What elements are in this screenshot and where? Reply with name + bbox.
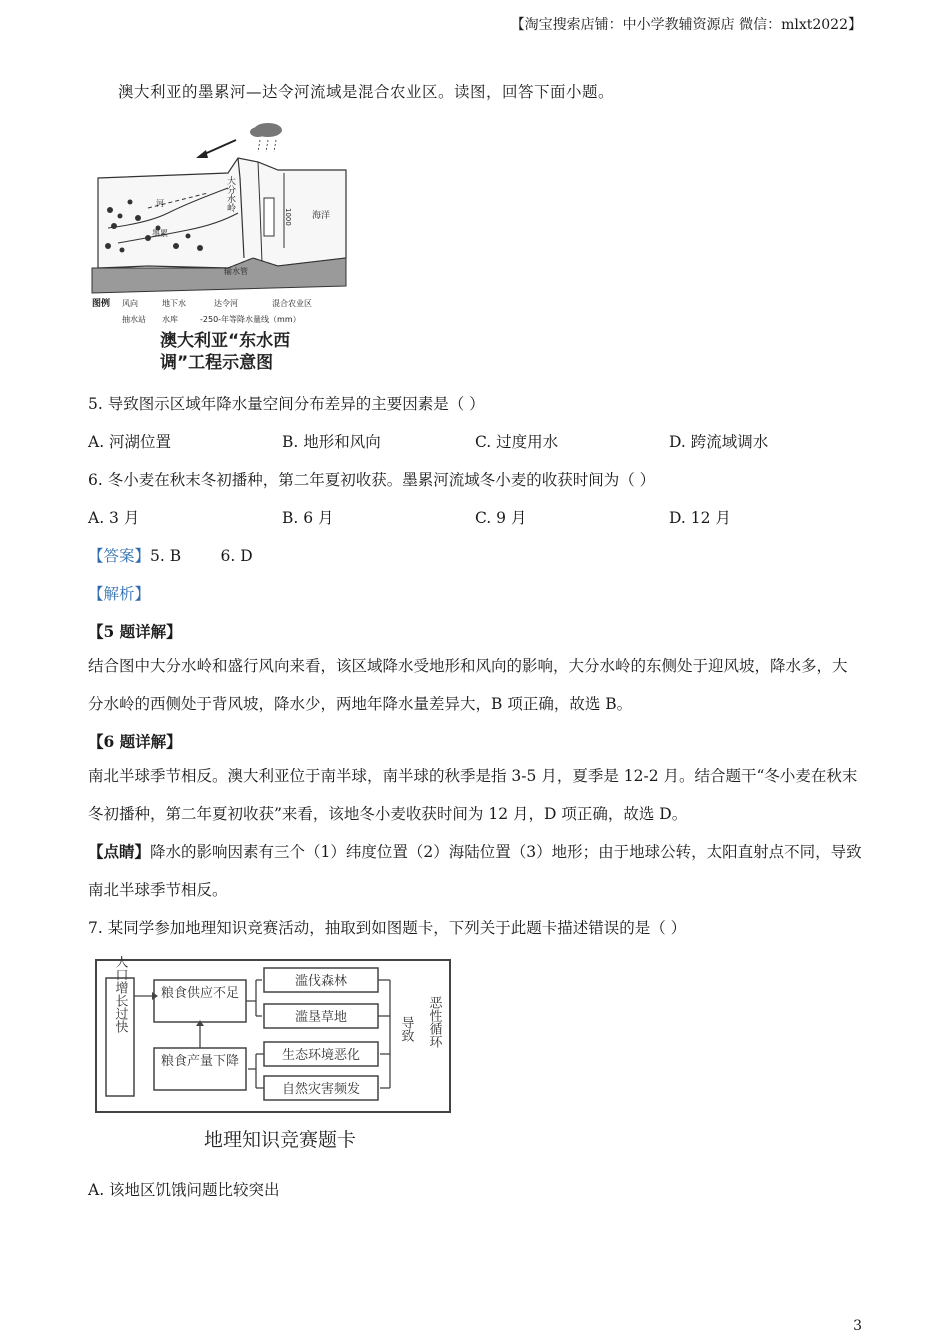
figure1-caption-line1: 澳大利亚“东水西 [160,331,291,351]
overgrazing-label: 滥垦草地 [294,1010,348,1025]
tip-paragraph [88,833,862,909]
food-short-label: 粮食供应不足 [160,986,240,1001]
figure1-caption-line2: 调”工程示意图 [160,353,274,373]
legend-isohyet: -250-年等降水量线（mm） [200,315,301,324]
quiz-card-caption: 地理知识竞赛题卡 [204,1129,357,1151]
legend-reservoir: 水库 [162,315,178,324]
answer-text: 5. B 6. D [150,547,253,565]
ocean-label: 海洋 [312,211,331,221]
murray-label: 墨累 [152,229,168,238]
q6-option-d: D. 12 月 [669,509,731,527]
q6-option-c: C. 9 月 [475,509,527,527]
q6-option-a: A. 3 月 [88,509,140,527]
legend-ground: 地下水 [162,299,186,308]
answer-tag: 【答案】 [88,547,151,565]
divide-label: 大分水岭 [225,176,235,212]
q6-option-b: B. 6 月 [282,509,334,527]
deforestation-label: 滥伐森林 [294,974,348,989]
water-transfer-diagram [88,118,354,376]
river-label: 河 [156,199,164,208]
q5-option-a: A. 河湖位置 [88,433,172,451]
tunnel-label: 输水管 [224,267,248,276]
tip-tag: 【点睛】 [88,842,151,861]
wind-arrow-icon [196,140,236,158]
contour-label: 1000 [284,208,292,226]
q6-stem: 6. 冬小麦在秋末冬初播种，第二年夏初收获。墨累河流域冬小麦的收获时间为（ ） [88,471,656,489]
detail6-title: 【6 题详解】 [88,732,182,751]
detail6-body: 南北半球季节相反。澳大利亚位于南半球，南半球的秋季是指 3-5 月，夏季是 12-2 月。结合题干“冬小麦在秋末冬初播种，第二年夏初收获”来看，该地冬小麦收获时间为 12 月，D 项正确，故选 D。 [88,767,858,823]
quiz-card-diagram [94,956,454,1156]
legend-mixed: 混合农业区 [272,299,312,308]
tip-body: 降水的影响因素有三个（1）纬度位置（2）海陆位置（3）地形；由于地球公转，太阳直射点不同，导致南北半球季节相反。 [88,843,862,899]
detail5-body: 结合图中大分水岭和盛行风向来看，该区域降水受地形和风向的影响，大分水岭的东侧处于迎风坡，降水多，大分水岭的西侧处于背风坡，降水少，两地年降水量差异大，B 项正确，故选 B。 [88,657,848,713]
page-header: 【淘宝搜索店铺：中小学教辅资源店 微信：mlxt2022】 [510,17,862,33]
q7-option-a: A. 该地区饥饿问题比较突出 [88,1181,280,1199]
q5-stem: 5. 导致图示区域年降水量空间分布差异的主要因素是（ ） [88,395,485,413]
q5-option-c: C. 过度用水 [475,433,559,451]
disaster-label: 自然灾害频发 [281,1082,361,1097]
analysis-tag: 【解析】 [88,585,151,603]
legend-pump: 抽水站 [122,315,146,324]
page-number: 3 [853,1318,862,1334]
ecology-worse-label: 生态环境恶化 [281,1048,361,1063]
food-down-label: 粮食产量下降 [160,1054,240,1069]
lead-label: 导致 [398,1016,414,1042]
cloud-icon [250,123,282,152]
intro-text: 澳大利亚的墨累河—达令河流域是混合农业区。读图，回答下面小题。 [118,83,615,101]
legend-wind: 风向 [122,299,138,308]
legend-title: 图例 [92,299,111,309]
q5-option-b: B. 地形和风向 [282,433,381,451]
cycle-label: 恶性循环 [426,996,442,1048]
detail5-title: 【5 题详解】 [88,622,182,641]
q7-stem: 7. 某同学参加地理知识竞赛活动，抽取到如图题卡，下列关于此题卡描述错误的是（ ） [88,919,687,937]
legend-darling: 达令河 [214,299,238,308]
answer-line [88,544,253,566]
q5-option-d: D. 跨流域调水 [669,433,769,451]
population-growth-label: 人口增长过快 [112,956,128,1033]
